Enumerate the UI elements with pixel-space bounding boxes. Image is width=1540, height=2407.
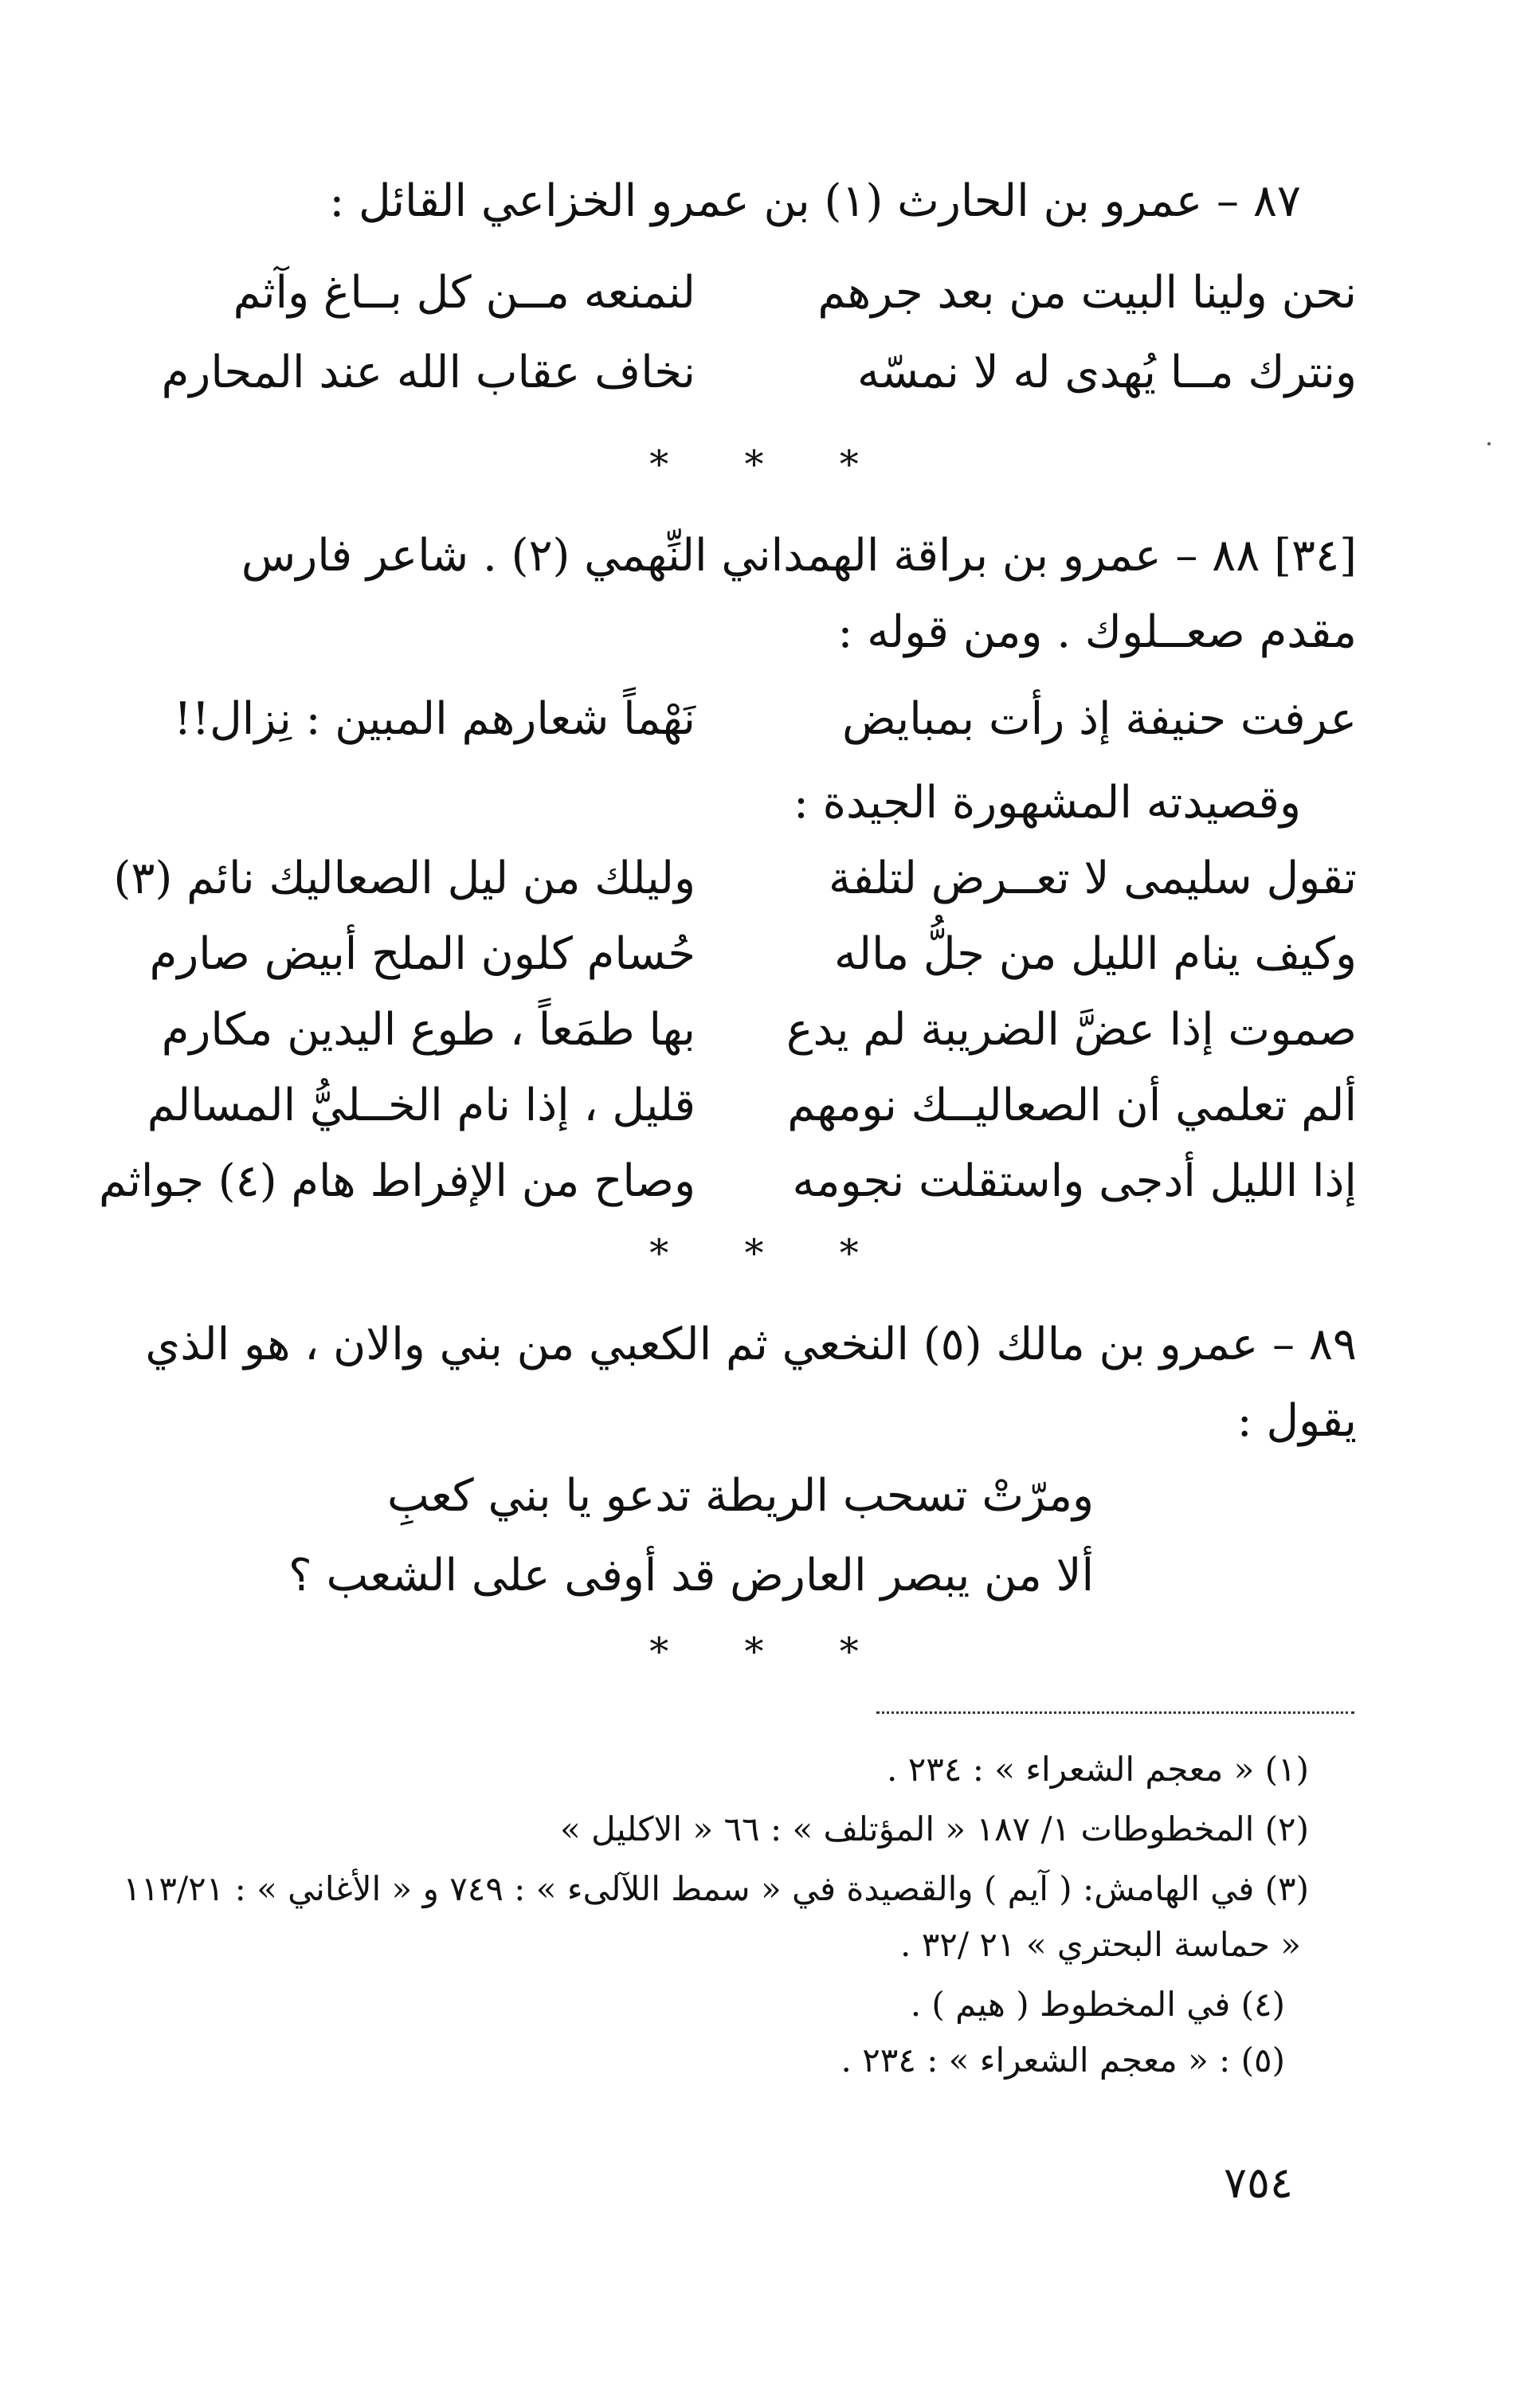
entry-88-poem-verse-3 [138, 992, 1357, 1068]
entry-87-verse-1 [138, 255, 1357, 331]
section-separator: * * * [649, 1629, 891, 1674]
verse-first-hemistich: نحن ولينا البيت من بعد جرهم [817, 267, 1357, 319]
verse-second-hemistich: لنمنعه مــن كل بــاغ وآثم [233, 267, 696, 319]
entry-88-intro: وقصيدته المشهورة الجيدة : [793, 777, 1301, 829]
verse-first-hemistich: تقول سليمى لا تعــرض لتلفة [829, 853, 1357, 904]
verse-second-hemistich: وليلك من ليل الصعاليك نائم (٣) [113, 853, 696, 904]
verse-second-hemistich: نَهْماً شعارهم المبين : نِزال!! [174, 693, 696, 745]
entry-88-heading: [٣٤] ٨٨ – عمرو بن براقة الهمداني النِّهمي (٢) . شاعر فارس مقدم صعــلوك . ومن قوله : [241, 530, 1357, 658]
verse-second-hemistich: حُسام كلون الملح أبيض صارم [149, 928, 696, 980]
verse-second-hemistich: قليل ، إذا نام الخــليُّ المسالم [147, 1080, 696, 1131]
entry-89-heading: ٨٩ – عمرو بن مالك (٥) النخعي ثم الكعبي من بني والان ، هو الذي يقول : [145, 1319, 1357, 1447]
footnote-2: (٢) المخطوطات ١/ ١٨٧ « المؤتلف » : ٦٦ « الاكليل » [560, 1809, 1309, 1848]
footnote-3-continued: « حماسة البحتري » ٢١ /٣٢ . [900, 1925, 1301, 1964]
entry-88-poem-verse-4 [138, 1068, 1357, 1144]
footnote-4: (٤) في المخطوط ( هيم ) . [910, 1985, 1285, 2024]
page-number: ٧٥٤ [1223, 2158, 1293, 2208]
entry-88-poem-verse-5 [99, 1143, 1357, 1220]
footnote-divider [876, 1711, 1354, 1714]
verse-second-hemistich: وصاح من الإفراط هام (٤) جواثم [99, 1155, 696, 1207]
verse-second-hemistich: بها طمَعاً ، طوع اليدين مكارم [161, 1004, 696, 1056]
footnote-3: (٣) في الهامش: ( آيم ) والقصيدة في « سمط اللآلىء » : ٧٤٩ و « الأغاني » : ١١٣/٢١ [123, 1869, 1309, 1908]
verse-first-hemistich: وكيف ينام الليل من جلُّ ماله [833, 928, 1357, 980]
entry-88-poem-verse-2 [138, 916, 1357, 993]
section-separator: * * * [649, 442, 891, 487]
verse-second-hemistich: نخاف عقاب الله عند المحارم [161, 347, 696, 398]
verse-first-hemistich: ألم تعلمي أن الصعاليــك نومهم [787, 1080, 1357, 1131]
verse-first-hemistich: ونترك مــا يُهدى له لا نمسّه [856, 347, 1357, 398]
entry-87-heading: ٨٧ – عمرو بن الحارث (١) بن عمرو الخزاعي القائل : [329, 175, 1301, 227]
footnote-1: (١) « معجم الشعراء » : ٢٣٤ . [887, 1750, 1309, 1789]
page-speck [1487, 442, 1491, 445]
verse-first-hemistich: إذا الليل أدجى واستقلت نجومه [792, 1155, 1357, 1207]
entry-88-verse-1 [138, 681, 1357, 758]
section-separator: * * * [649, 1231, 891, 1276]
entry-89-verse-line-1: ومرّتْ تسحب الريطة تدعو يا بني كعبِ [386, 1470, 1094, 1522]
verse-first-hemistich: صموت إذا عضَّ الضريبة لم يدع [786, 1004, 1357, 1056]
entry-88-poem-verse-1 [113, 841, 1357, 917]
entry-87-verse-2 [138, 335, 1357, 411]
footnote-5: (٥) : « معجم الشعراء » : ٢٣٤ . [841, 2040, 1285, 2080]
verse-first-hemistich: عرفت حنيفة إذ رأت بمبايض [842, 693, 1357, 745]
entry-89-verse-line-2: ألا من يبصر العارض قد أوفى على الشعب ؟ [288, 1550, 1094, 1601]
